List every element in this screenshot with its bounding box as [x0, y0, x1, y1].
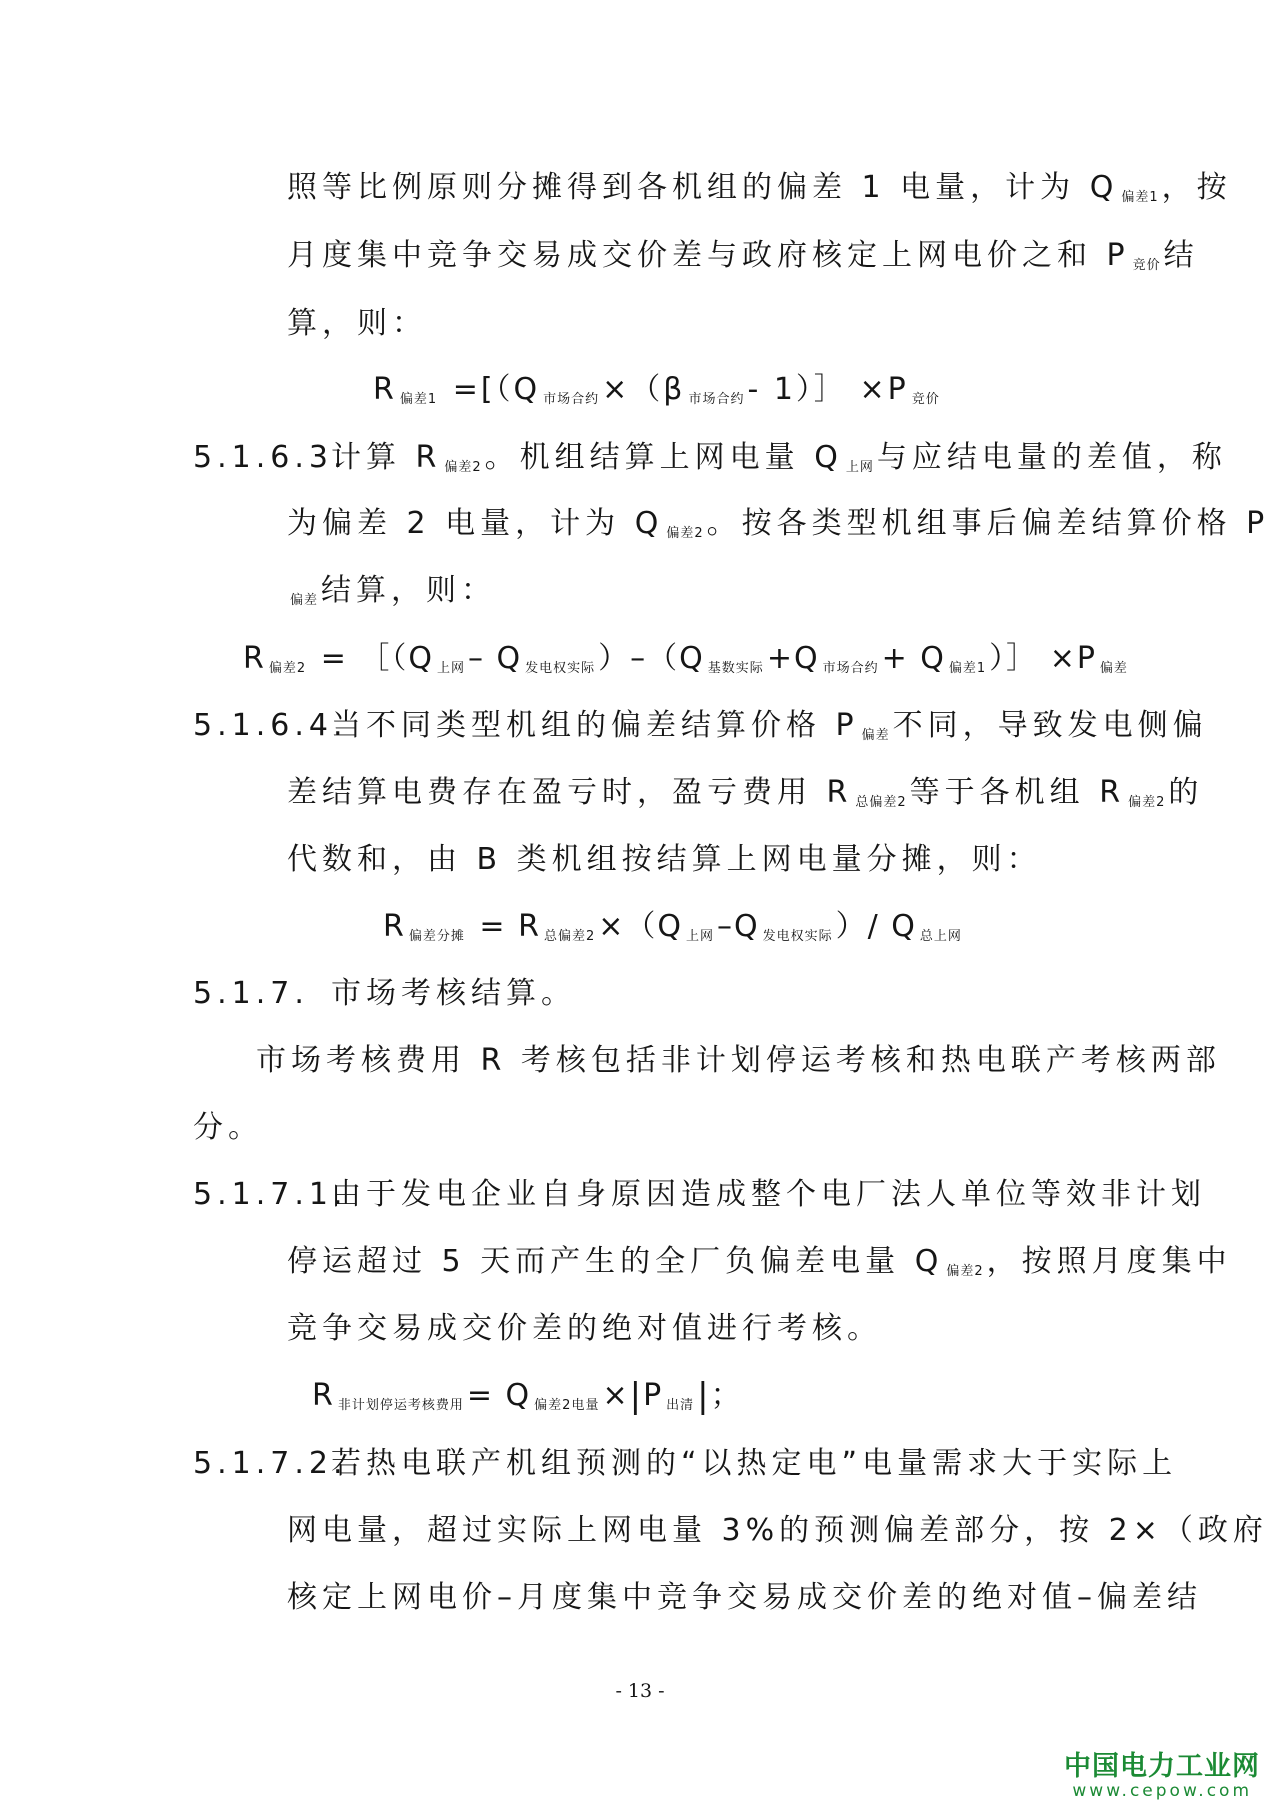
text-span: ×	[602, 1378, 630, 1413]
text-span: 月度集中竞争交易成交价差与政府核定上网电价之和 P	[287, 238, 1130, 273]
text-span: 差结算电费存在盈亏时，盈亏费用 R	[287, 775, 853, 810]
subscript: 上网	[685, 929, 714, 944]
subscript: 总上网	[919, 929, 962, 944]
text-span: =[（Q	[452, 372, 541, 407]
subscript: 市场合约	[543, 392, 600, 407]
subscript: 偏差1	[948, 661, 987, 676]
text-line	[287, 1511, 1268, 1551]
formula-deviation-2	[243, 639, 1131, 689]
subscript: 偏差分摊	[408, 929, 465, 944]
formula-deviation-allocation	[383, 907, 965, 957]
watermark-logo-text: 中国电力工业网	[1064, 1751, 1260, 1782]
text-line	[287, 304, 427, 344]
text-span: 5.1.6.4.	[193, 708, 348, 743]
subscript: 市场合约	[822, 661, 879, 676]
text-line	[331, 1444, 1177, 1484]
subscript: 偏差	[1099, 661, 1128, 676]
text-line	[287, 840, 1042, 880]
text-span: - 1）］ ×P	[747, 372, 909, 407]
text-span: 不同，导致发电侧偏	[892, 708, 1208, 743]
text-line	[287, 571, 496, 621]
text-span: 与应结电量的差值，称	[876, 440, 1227, 475]
text-span: 代数和，由 B 类机组按结算上网电量分摊，则：	[287, 842, 1042, 877]
subscript: 偏差2	[946, 1264, 984, 1279]
text-span: 由于发电企业自身原因造成整个电厂法人单位等效非计划	[331, 1177, 1206, 1212]
text-span: 5.1.7.	[193, 976, 309, 1011]
subscript: 出清	[666, 1398, 695, 1413]
text-span: 市场考核结算。	[331, 976, 576, 1011]
subscript: 总偏差2	[855, 795, 907, 810]
text-span: 5.1.6.3.	[193, 440, 348, 475]
subscript: 发电权实际	[762, 929, 833, 944]
text-span: 停运超过 5 天而产生的全厂负偏差电量 Q	[287, 1244, 944, 1279]
text-span: 核定上网电价–月度集中竞争交易成交价差的绝对值–偏差结	[287, 1580, 1202, 1615]
subscript: 市场合约	[688, 392, 745, 407]
text-span: = ［（Q	[320, 641, 434, 676]
page-number: - 13 -	[615, 1680, 665, 1702]
text-line	[331, 438, 1227, 488]
text-span: R	[243, 641, 266, 676]
subscript: 发电权实际	[525, 661, 596, 676]
subscript: 偏差1	[1121, 190, 1159, 205]
text-span: 计算 R	[331, 440, 442, 475]
subscript: 基数实际	[707, 661, 764, 676]
clause-number	[193, 1444, 348, 1484]
text-span: = Q	[466, 1378, 532, 1413]
subscript: 非计划停运考核费用	[337, 1398, 464, 1413]
abs-bar: |	[629, 1376, 644, 1416]
text-span: = R	[479, 909, 541, 944]
text-span: R	[373, 372, 397, 407]
text-span: 分。	[193, 1110, 263, 1145]
text-line	[287, 168, 1232, 218]
subscript: 偏差2电量	[534, 1398, 600, 1413]
formula-unplanned-outage	[312, 1376, 743, 1426]
subscript: 偏差	[290, 593, 319, 608]
text-span: 为偏差 2 电量，计为 Q	[287, 506, 664, 541]
subscript: 偏差2	[268, 661, 307, 676]
text-span: + Q	[881, 641, 946, 676]
subscript: 竞价	[1132, 258, 1161, 273]
text-line	[287, 773, 1203, 823]
text-span: 当不同类型机组的偏差结算价格 P	[331, 708, 859, 743]
subscript: 竞价	[911, 392, 940, 407]
subscript: 偏差2	[666, 526, 704, 541]
text-line	[287, 504, 1269, 554]
text-line	[331, 706, 1208, 756]
text-line	[256, 1041, 1221, 1081]
text-span: 的	[1168, 775, 1204, 810]
text-span: ）/ Q	[835, 909, 917, 944]
section-heading	[331, 974, 576, 1014]
text-span: 若热电联产机组预测的“以热定电”电量需求大于实际上	[331, 1446, 1178, 1481]
text-span: ，按	[1161, 170, 1232, 205]
text-span: 结算，则：	[321, 573, 497, 608]
clause-number	[193, 1175, 348, 1215]
subscript: 上网	[845, 460, 874, 475]
text-span: ）］ ×P	[989, 641, 1097, 676]
text-span: – Q	[468, 641, 523, 676]
watermark-url: www.cepow.com	[1072, 1781, 1252, 1801]
clause-number	[193, 706, 348, 746]
text-span: +Q	[766, 641, 820, 676]
text-span: 竞争交易成交价差的绝对值进行考核。	[287, 1311, 882, 1346]
text-line	[287, 1242, 1232, 1292]
text-span: 结	[1163, 238, 1199, 273]
subscript: 偏差2	[444, 460, 482, 475]
text-span: ；	[710, 1378, 743, 1413]
text-line	[287, 236, 1199, 286]
text-line	[331, 1175, 1206, 1215]
text-line	[287, 1309, 882, 1349]
text-span: –Q	[717, 909, 760, 944]
text-span: ，按照月度集中	[986, 1244, 1232, 1279]
subscript: 总偏差2	[543, 929, 596, 944]
text-span: ）–（Q	[598, 641, 705, 676]
text-span: 5.1.7.1.	[193, 1177, 348, 1212]
abs-bar: |	[697, 1376, 711, 1416]
subscript: 偏差1	[399, 392, 438, 407]
text-span: R	[312, 1378, 335, 1413]
text-span: ×（Q	[598, 909, 683, 944]
subscript: 上网	[436, 661, 465, 676]
text-span: ×（β	[602, 372, 686, 407]
text-span: 5.1.7.2.	[193, 1446, 348, 1481]
subscript: 偏差2	[1128, 795, 1166, 810]
text-span: 网电量，超过实际上网电量 3%的预测偏差部分，按 2×（政府	[287, 1513, 1268, 1548]
clause-number	[193, 438, 348, 478]
text-span: 照等比例原则分摊得到各机组的偏差 1 电量，计为 Q	[287, 170, 1119, 205]
formula-deviation-1	[373, 370, 943, 420]
text-line	[287, 1578, 1202, 1618]
clause-number	[193, 974, 309, 1014]
text-span: 算，则：	[287, 306, 427, 341]
text-span: 市场考核费用 R 考核包括非计划停运考核和热电联产考核两部	[256, 1043, 1221, 1078]
text-span: 。按各类型机组事后偏差结算价格 P	[706, 506, 1270, 541]
text-line	[193, 1108, 263, 1148]
text-span: P	[643, 1378, 664, 1413]
subscript: 偏差	[861, 728, 890, 743]
text-span: 。机组结算上网电量 Q	[484, 440, 843, 475]
text-span: R	[383, 909, 406, 944]
text-span: 等于各机组 R	[909, 775, 1126, 810]
